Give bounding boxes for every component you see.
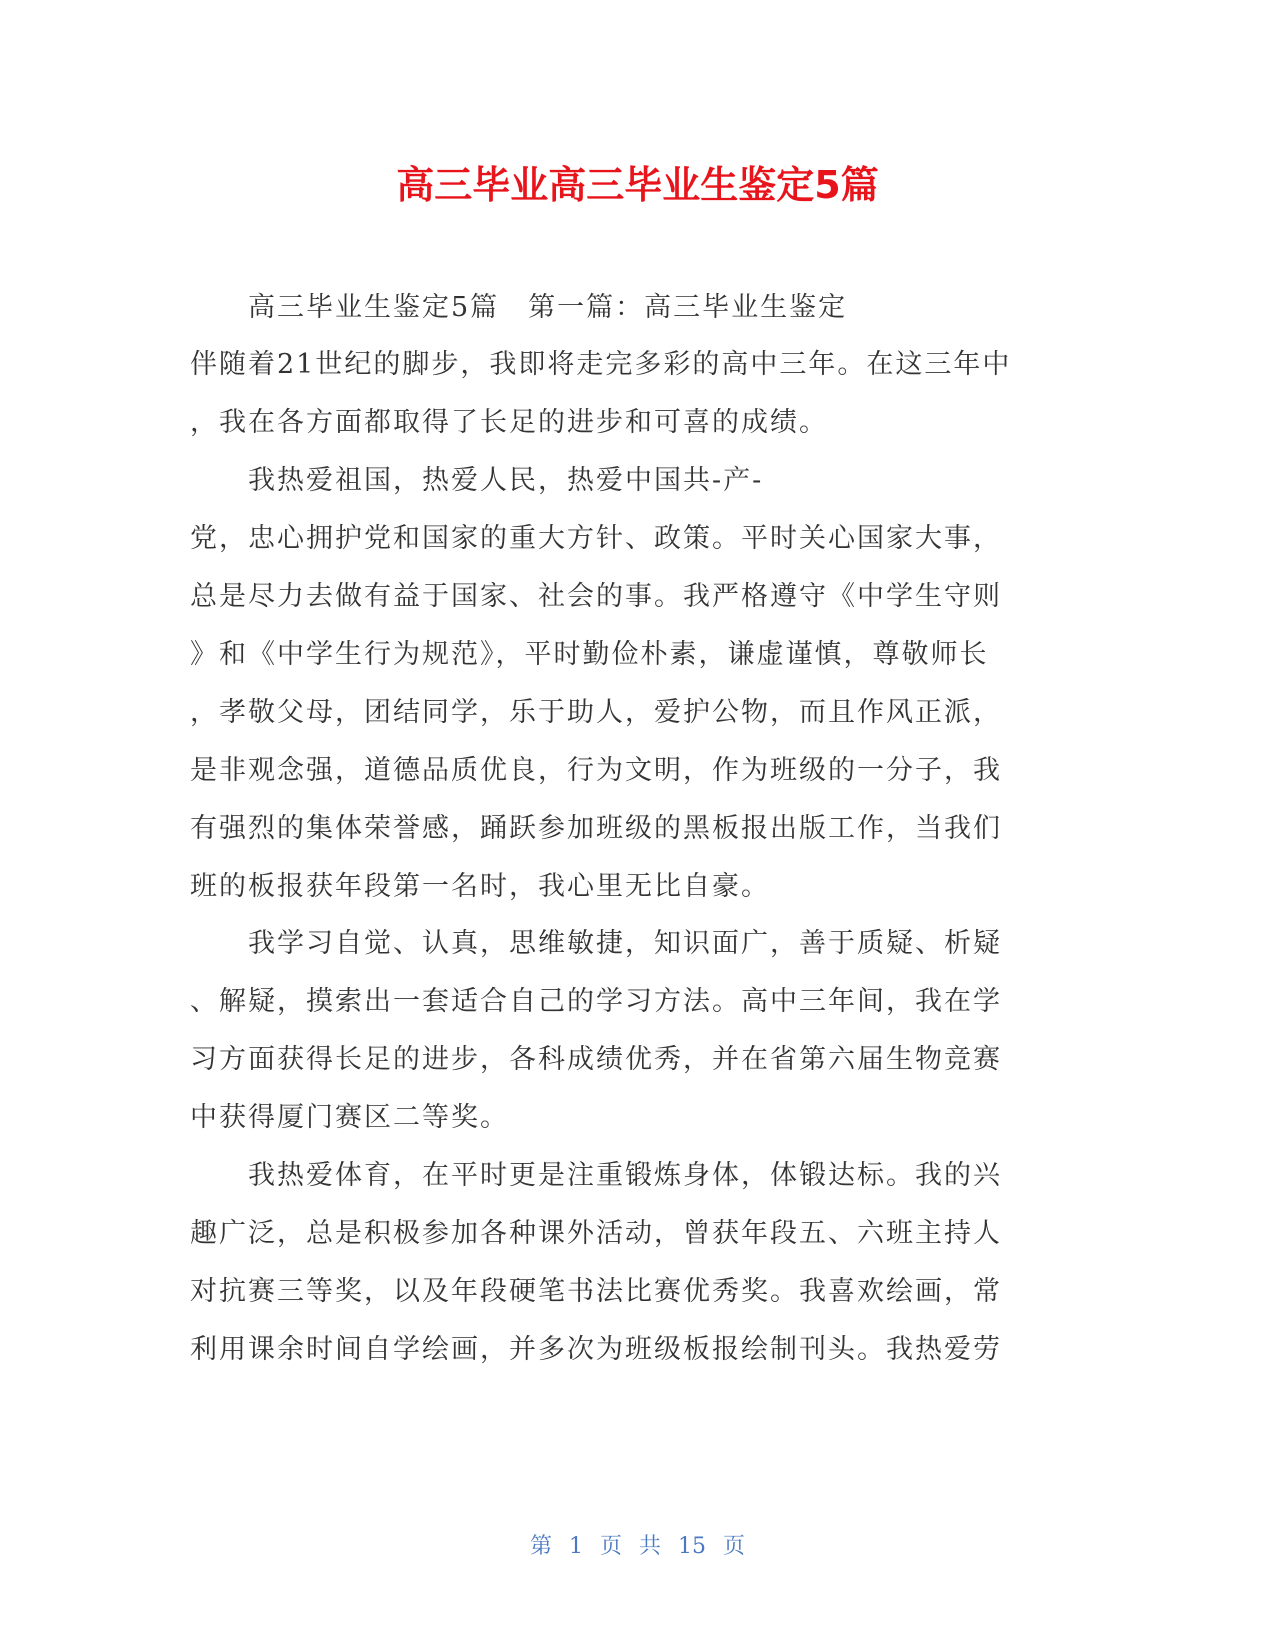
- body-line: 总是尽力去做有益于国家、社会的事。我严格遵守《中学生守则: [190, 581, 1002, 612]
- body-line: 中获得厦门赛区二等奖。: [190, 1102, 509, 1133]
- body-line: 班的板报获年段第一名时，我心里无比自豪。: [190, 871, 770, 902]
- page-label: 第: [529, 1534, 552, 1559]
- page-suffix: 页: [599, 1534, 622, 1559]
- body-line: 党，忠心拥护党和国家的重大方针、政策。平时关心国家大事，: [190, 523, 1002, 554]
- page-footer: [0, 1532, 1275, 1562]
- total-pages: 15: [678, 1534, 707, 1559]
- body-line: 利用课余时间自学绘画，并多次为班级板报绘制刊头。我热爱劳: [190, 1334, 1002, 1365]
- total-suffix: 页: [723, 1534, 746, 1559]
- body-line: 有强烈的集体荣誉感，踊跃参加班级的黑板报出版工作，当我们: [190, 813, 1002, 844]
- body-line: 我学习自觉、认真，思维敏捷，知识面广，善于质疑、析疑: [190, 928, 1002, 959]
- body-line: 》和《中学生行为规范》，平时勤俭朴素，谦虚谨慎，尊敬师长: [190, 639, 989, 670]
- body-line: 我热爱体育，在平时更是注重锻炼身体，体锻达标。我的兴: [190, 1160, 1002, 1191]
- page-number: 1: [568, 1534, 583, 1559]
- body-line: 趣广泛，总是积极参加各种课外活动，曾获年段五、六班主持人: [190, 1218, 1002, 1249]
- page-title: 高三毕业高三毕业生鉴定5篇: [396, 163, 879, 207]
- total-label: 共: [639, 1534, 662, 1559]
- body-line: 、解疑，摸索出一套适合自己的学习方法。高中三年间，我在学: [190, 986, 1002, 1017]
- body-line: 高三毕业生鉴定5篇 第一篇：高三毕业生鉴定: [190, 292, 848, 323]
- body-line: 习方面获得长足的进步，各科成绩优秀，并在省第六届生物竞赛: [190, 1044, 1002, 1075]
- body-line: ，孝敬父母，团结同学，乐于助人，爱护公物，而且作风正派，: [190, 697, 1002, 728]
- body-line: 我热爱祖国，热爱人民，热爱中国共-产-: [190, 465, 764, 496]
- body-line: 伴随着21世纪的脚步，我即将走完多彩的高中三年。在这三年中: [190, 349, 1012, 380]
- body-line: ，我在各方面都取得了长足的进步和可喜的成绩。: [190, 407, 828, 438]
- body-line: 是非观念强，道德品质优良，行为文明，作为班级的一分子，我: [190, 755, 1002, 786]
- body-line: 对抗赛三等奖，以及年段硬笔书法比赛优秀奖。我喜欢绘画，常: [190, 1276, 1002, 1307]
